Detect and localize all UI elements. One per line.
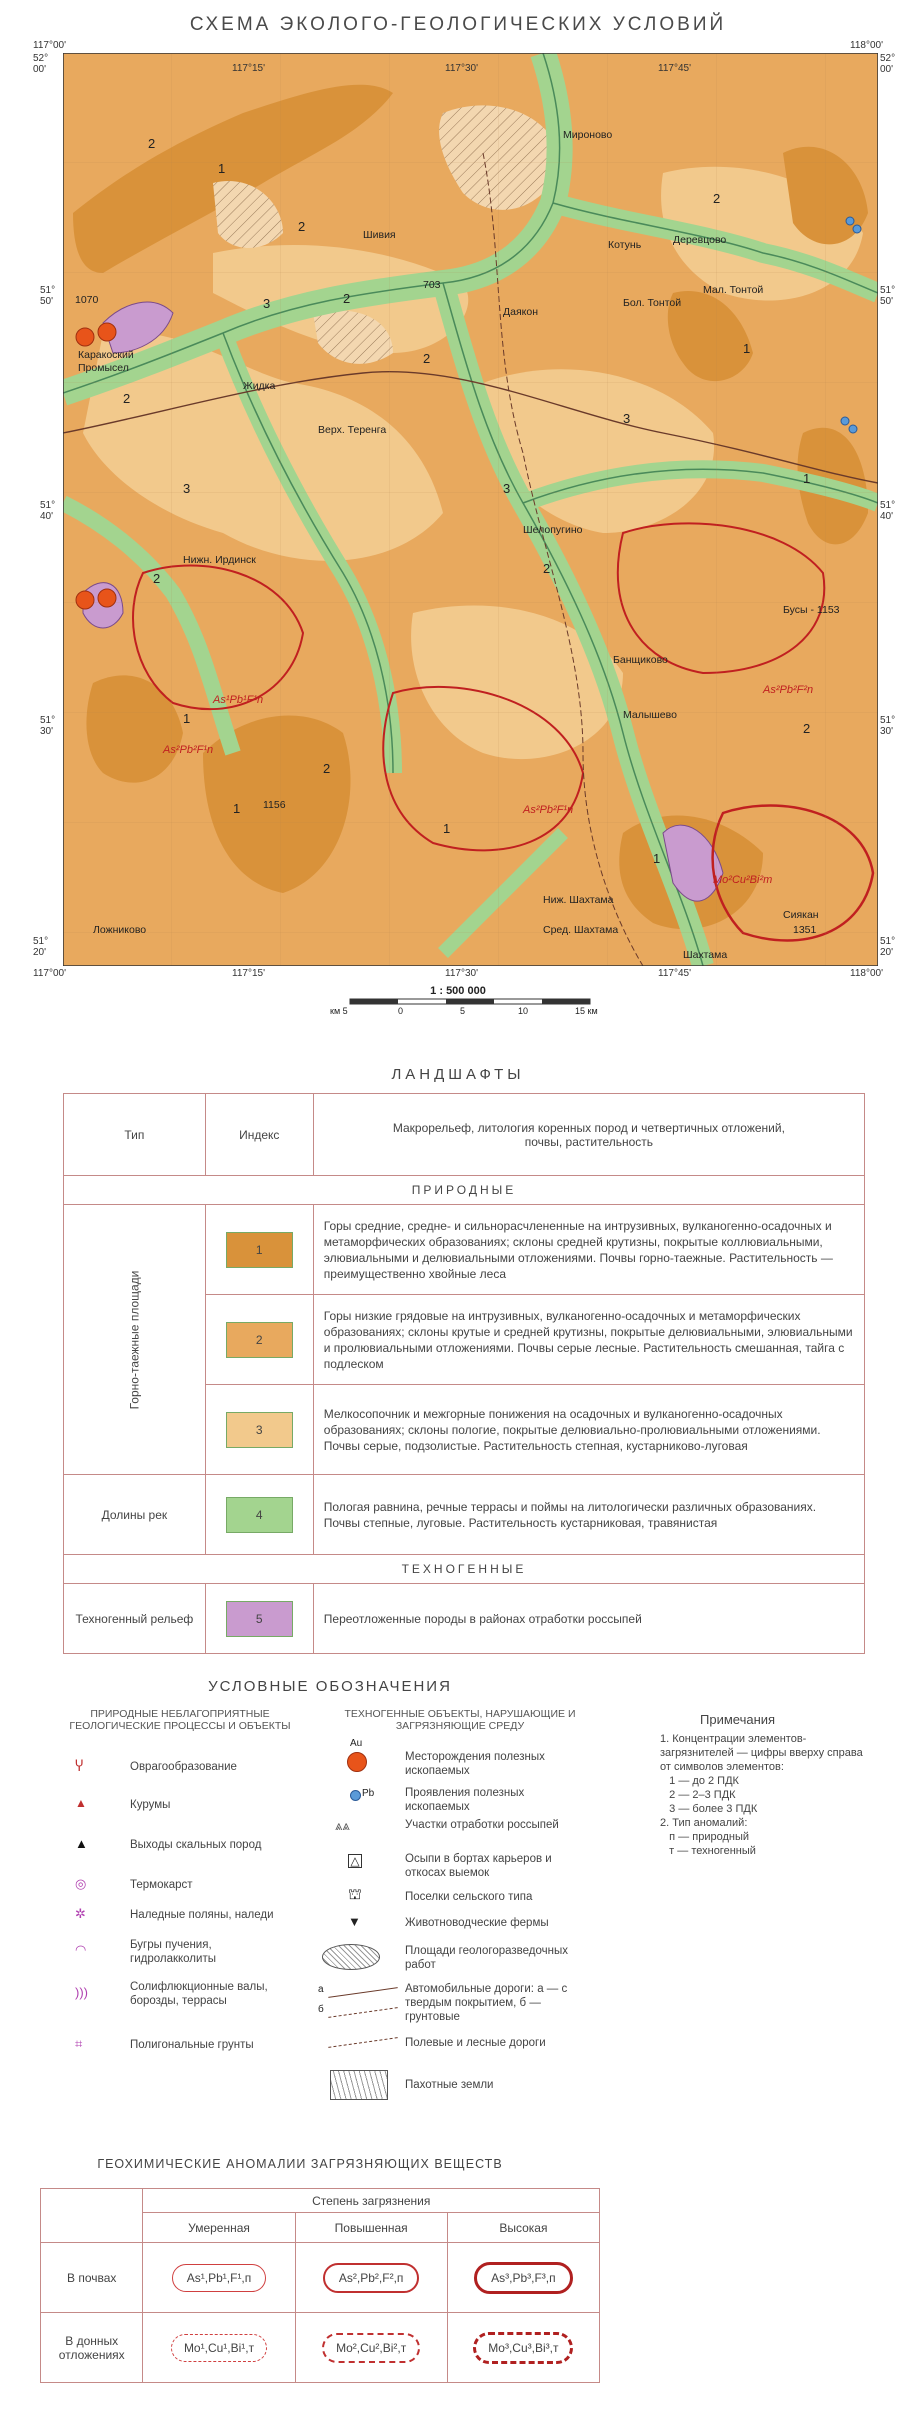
notes-title: Примечания	[700, 1712, 776, 1727]
survey-area-icon	[322, 1944, 380, 1970]
landscapes-header: ЛАНДШАФТЫ	[391, 1066, 525, 1083]
legend-ravine: Оврагообразование	[130, 1761, 237, 1773]
paved-road-icon	[328, 1987, 397, 1998]
ore-show-icon	[350, 1790, 361, 1801]
legend-solifluction: Солифлюкционные валы, борозды, террасы	[130, 1981, 268, 2007]
level-high: Высокая	[447, 2213, 599, 2243]
sediment-elevated: Mo²,Cu²,Bi²,т	[322, 2333, 420, 2363]
type-river-valleys: Долины рек	[64, 1475, 206, 1555]
soil-moderate: As¹,Pb¹,F¹,п	[172, 2264, 267, 2292]
field-road-icon	[328, 2037, 397, 2048]
svg-text:1: 1	[653, 851, 661, 866]
soil-elevated: As²,Pb²,F²,п	[323, 2263, 420, 2293]
svg-text:As¹Pb¹F¹n: As¹Pb¹F¹n	[213, 694, 264, 706]
coord-right: 51° 30'	[880, 715, 896, 737]
swatch-5: 5	[226, 1601, 293, 1637]
coord-tr-lon: 118°00'	[850, 40, 883, 51]
scale-tick: 10	[518, 1006, 529, 1016]
landscape-desc-2: Горы низкие грядовые на интрузивных, вулканогенно-осадочных и метаморфических образованиях; склоны крутые и средней крутизны, покрытые делювиальными, элювиальными и пролювиальными отложениями. Почвы серые лесные. Растительность смешанная, тайга с подлеском	[313, 1295, 864, 1385]
sediment-moderate: Mo¹,Cu¹,Bi¹,т	[171, 2334, 267, 2362]
map-scale: 1 : 500 000	[430, 985, 486, 997]
coord-right: 51° 50'	[880, 285, 896, 307]
scree-icon: △	[348, 1854, 362, 1868]
svg-text:2: 2	[123, 391, 131, 406]
svg-text:2: 2	[713, 191, 721, 206]
legend-settlement: Поселки сельского типа	[405, 1891, 533, 1903]
ore-show-symbol: Pb	[362, 1788, 375, 1799]
ravine-icon: Ⴤ	[75, 1758, 84, 1774]
legend-kurum: Курумы	[130, 1799, 171, 1811]
landscape-desc-3: Мелкосопочник и межгорные понижения на осадочных и вулканогенно-осадочных образованиях; склоны пологие, покрытые делювиально-пролювиальными отложениями. Почвы серые, подзолистые. Растительность степная, кустарниково-луговая	[313, 1385, 864, 1475]
thermokarst-icon: ◎	[75, 1876, 87, 1891]
type-technogenic: Техногенный рельеф	[64, 1584, 206, 1654]
coord-br-lon: 118°00'	[850, 968, 883, 979]
geological-map[interactable]	[63, 53, 878, 966]
deposit-symbol: Au	[350, 1738, 363, 1749]
svg-text:1156: 1156	[263, 799, 286, 811]
legend-col1-title: ПРИРОДНЫЕ НЕБЛАГОПРИЯТНЫЕ ГЕОЛОГИЧЕСКИЕ ПРОЦЕССЫ И ОБЪЕКТЫ	[69, 1708, 291, 1732]
col-desc: Макрорельеф, литология коренных пород и четвертичных отложений, почвы, растительность	[313, 1094, 864, 1176]
svg-text:2: 2	[323, 761, 331, 776]
svg-text:2: 2	[153, 571, 161, 586]
legend-arable: Пахотные земли	[405, 2079, 494, 2091]
svg-text:1: 1	[233, 801, 241, 816]
legend-placer: Участки отработки россыпей	[405, 1819, 559, 1831]
svg-text:1: 1	[218, 161, 226, 176]
natural-section: ПРИРОДНЫЕ	[64, 1176, 865, 1205]
coord-bottom: 117°30'	[445, 968, 478, 979]
scale-tick: 15 км	[575, 1006, 598, 1016]
scale-tick: 0	[398, 1006, 404, 1016]
sediment-high: Mo³,Cu³,Bi³,т	[473, 2332, 573, 2364]
svg-text:1: 1	[443, 821, 451, 836]
svg-text:Каракоский: Каракоский	[78, 349, 134, 361]
legend-header: УСЛОВНЫЕ ОБОЗНАЧЕНИЯ	[208, 1678, 452, 1695]
svg-text:Мироново: Мироново	[563, 129, 613, 141]
svg-text:1: 1	[183, 711, 191, 726]
legend-ice: Наледные поляны, наледи	[130, 1909, 274, 1921]
svg-text:1: 1	[743, 341, 751, 356]
row-sediments: В донных отложениях	[41, 2313, 143, 2383]
legend-roads: Автомобильные дороги: а — с твердым покрытием, б — грунтовые	[405, 1983, 568, 2023]
geochem-table	[40, 2188, 600, 2383]
svg-text:Деревцово: Деревцово	[673, 234, 727, 246]
svg-text:Банщиково: Банщиково	[613, 654, 668, 666]
svg-text:2: 2	[803, 721, 811, 736]
scale-tick: 5	[460, 1006, 466, 1016]
dirt-road-icon	[328, 2007, 397, 2018]
arable-icon	[330, 2070, 388, 2100]
legend-deposit: Месторождения полезных ископаемых	[405, 1751, 545, 1777]
coord-left: 51° 50'	[40, 285, 56, 307]
coord-left: 51° 30'	[40, 715, 56, 737]
svg-text:Малышево: Малышево	[623, 709, 677, 721]
kurum-icon: ▲	[75, 1796, 87, 1810]
svg-text:Жидка: Жидка	[243, 380, 276, 392]
swatch-4: 4	[226, 1497, 293, 1533]
svg-text:Сиякан: Сиякан	[783, 909, 819, 921]
svg-text:2: 2	[543, 561, 551, 576]
svg-text:As²Pb²F¹n: As²Pb²F¹n	[523, 804, 574, 816]
svg-text:Даякон: Даякон	[503, 306, 538, 318]
coord-tr: 52° 00'	[880, 53, 896, 75]
landscapes-table	[63, 1093, 865, 1654]
svg-text:As²Pb²F¹n: As²Pb²F¹n	[163, 744, 214, 756]
coord-br: 51° 20'	[880, 936, 896, 958]
svg-text:2: 2	[343, 291, 351, 306]
soil-high: As³,Pb³,F³,п	[474, 2262, 573, 2294]
row-soils: В почвах	[41, 2243, 143, 2313]
coord-bl-lon: 117°00'	[33, 968, 66, 979]
svg-text:3: 3	[623, 411, 631, 426]
col-type: Тип	[64, 1094, 206, 1176]
svg-text:Ложниково: Ложниково	[93, 924, 147, 936]
legend-polygon: Полигональные грунты	[130, 2039, 254, 2051]
coord-top: 117°45'	[658, 63, 691, 74]
svg-text:Верх. Теренга: Верх. Теренга	[318, 424, 387, 436]
svg-text:1: 1	[803, 471, 811, 486]
coord-right: 51° 40'	[880, 500, 896, 522]
scale-bar	[340, 996, 600, 1026]
legend-field-roads: Полевые и лесные дороги	[405, 2037, 546, 2049]
coord-bl: 51° 20'	[33, 936, 49, 958]
svg-text:Шахтама: Шахтама	[683, 949, 728, 961]
svg-text:Шивия: Шивия	[363, 229, 396, 241]
road-b-label: б	[318, 2004, 324, 2015]
swatch-2: 2	[226, 1322, 293, 1358]
coord-tl-lon: 117°00'	[33, 40, 66, 51]
svg-text:Нижн. Ирдинск: Нижн. Ирдинск	[183, 554, 256, 566]
svg-text:Бусы - 1153: Бусы - 1153	[783, 604, 840, 616]
svg-text:1070: 1070	[75, 294, 99, 306]
ice-icon: ✲	[75, 1906, 86, 1921]
coord-left: 51° 40'	[40, 500, 56, 522]
scale-tick: км 5	[330, 1006, 348, 1016]
legend-col2-title: ТЕХНОГЕННЫЕ ОБЪЕКТЫ, НАРУШАЮЩИЕ И ЗАГРЯЗНЯЮЩИЕ СРЕДУ	[344, 1708, 576, 1732]
svg-text:3: 3	[183, 481, 191, 496]
degree-header: Степень загрязнения	[143, 2189, 600, 2213]
legend-heave: Бугры пучения, гидролакколиты	[130, 1939, 216, 1965]
svg-text:2: 2	[423, 351, 431, 366]
legend-ore-show: Проявления полезных ископаемых	[405, 1787, 525, 1813]
svg-text:As²Pb²F²n: As²Pb²F²n	[763, 684, 814, 696]
landscape-desc-1: Горы средние, средне- и сильнорасчлененные на интрузивных, вулканогенно-осадочных и метаморфических образованиях; склоны средней крутизны, покрытые коллювиальными, элювиальными и делювиальными отложениями. Почвы горно-таежные. Растительность — преимущественно хвойные леса	[313, 1205, 864, 1295]
coord-top: 117°30'	[445, 63, 478, 74]
solifluction-icon: )))	[75, 1985, 88, 2000]
deposit-icon	[347, 1752, 367, 1772]
svg-text:Бол. Тонтой: Бол. Тонтой	[623, 297, 682, 309]
svg-text:Шелопугино: Шелопугино	[523, 524, 583, 536]
svg-text:Mo²Cu²Bi²т: Mo²Cu²Bi²т	[713, 874, 773, 886]
coord-bottom: 117°45'	[658, 968, 691, 979]
heave-icon: ◠	[75, 1942, 87, 1957]
legend-rock: Выходы скальных пород	[130, 1839, 262, 1851]
legend-farm: Животноводческие фермы	[405, 1917, 549, 1929]
level-moderate: Умеренная	[143, 2213, 295, 2243]
svg-text:Сред. Шахтама: Сред. Шахтама	[543, 924, 619, 936]
farm-icon: ▼	[348, 1914, 361, 1929]
svg-text:3: 3	[503, 481, 511, 496]
coord-bottom: 117°15'	[232, 968, 265, 979]
col-index: Индекс	[205, 1094, 313, 1176]
rock-outcrop-icon: ▲	[75, 1836, 88, 1851]
landscape-desc-5: Переотложенные породы в районах отработки россыпей	[313, 1584, 864, 1654]
level-elevated: Повышенная	[295, 2213, 447, 2243]
svg-text:Мал. Тонтой: Мал. Тонтой	[703, 284, 764, 296]
svg-text:Котунь: Котунь	[608, 239, 642, 251]
svg-text:Ниж. Шахтама: Ниж. Шахтама	[543, 894, 614, 906]
legend-survey: Площади геологоразведочных работ	[405, 1945, 569, 1971]
notes-text: 1. Концентрации элементов-загрязнителей — цифры вверху справа от символов элементов: 1 — до 2 ПДК 2 — 2–3 ПДК 3 — более 3 ПДК 2. Тип аномалий: п — природный т — техногенный	[660, 1733, 863, 1857]
settlement-icon: ⛫	[348, 1886, 362, 1903]
svg-text:2: 2	[148, 136, 156, 151]
swatch-3: 3	[226, 1412, 293, 1448]
coord-top: 117°15'	[232, 63, 265, 74]
road-a-label: а	[318, 1984, 324, 1995]
landscape-desc-4: Пологая равнина, речные террасы и поймы на литологически различных образованиях. Почвы степные, луговые. Растительность кустарниковая, травянистая	[313, 1475, 864, 1555]
svg-text:3: 3	[263, 296, 271, 311]
coord-tl: 52° 00'	[33, 53, 49, 75]
map-title: СХЕМА ЭКОЛОГО-ГЕОЛОГИЧЕСКИХ УСЛОВИЙ	[189, 14, 727, 35]
geochem-header: ГЕОХИМИЧЕСКИЕ АНОМАЛИИ ЗАГРЯЗНЯЮЩИХ ВЕЩЕСТВ	[97, 2157, 503, 2171]
svg-text:Промысел: Промысел	[78, 362, 129, 374]
polygon-ground-icon: ⌗	[75, 2036, 83, 2051]
svg-text:703: 703	[423, 279, 441, 291]
legend-thermokarst: Термокарст	[130, 1879, 193, 1891]
legend-scree: Осыпи в бортах карьеров и откосах выемок	[405, 1853, 552, 1879]
placer-icon: ⩓⩓	[335, 1818, 350, 1833]
type-mountain-taiga: Горно-таежные площади	[127, 1270, 142, 1409]
svg-text:1351: 1351	[793, 924, 817, 936]
swatch-1: 1	[226, 1232, 293, 1268]
technogenic-section: ТЕХНОГЕННЫЕ	[64, 1555, 865, 1584]
svg-text:2: 2	[298, 219, 306, 234]
